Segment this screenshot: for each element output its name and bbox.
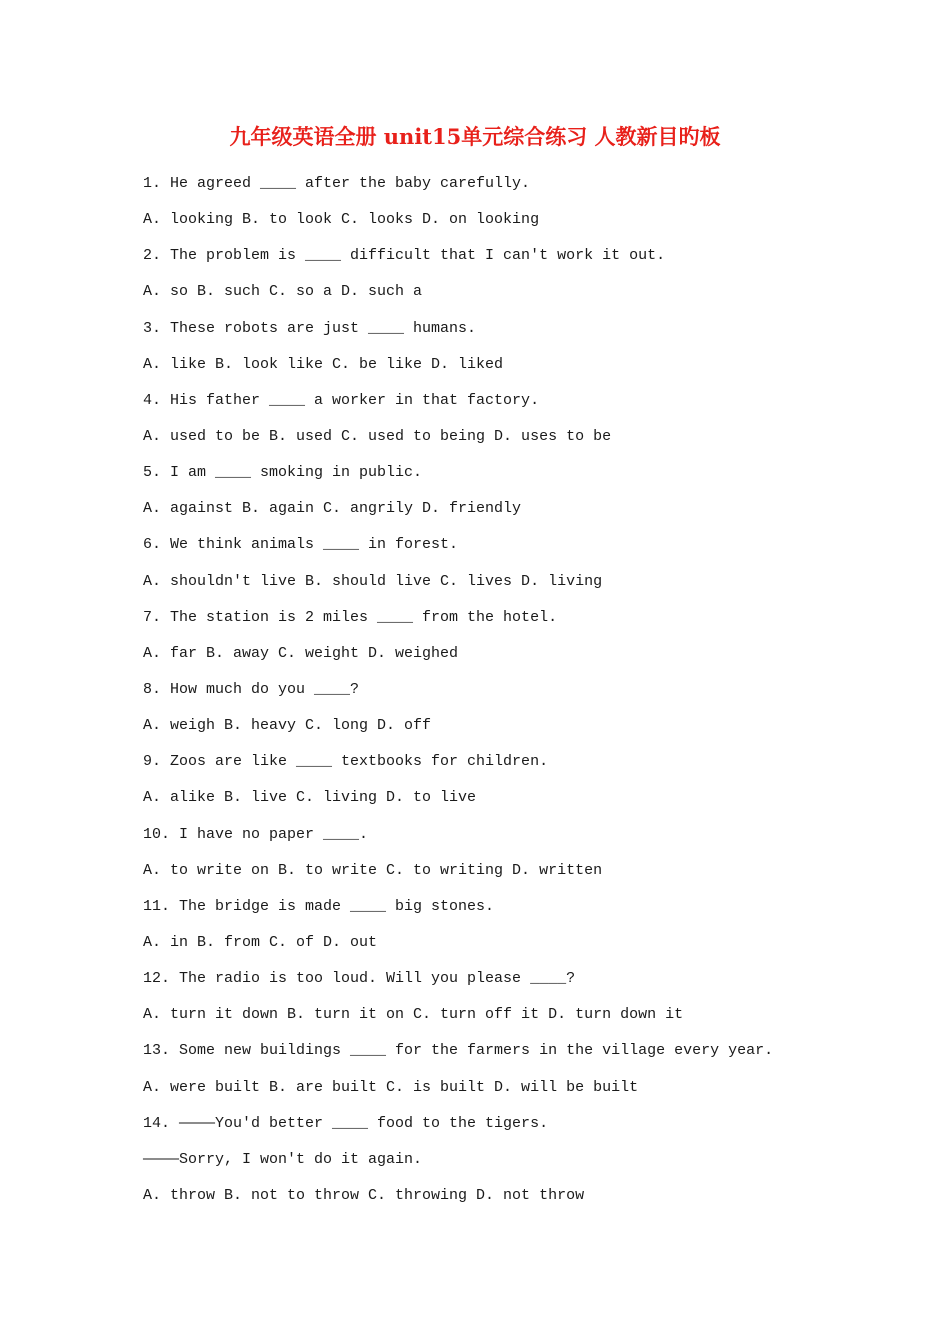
options-6: A. shouldn't live B. should live C. lives D. living [143,572,603,590]
options-9: A. alike B. live C. living D. to live [143,789,477,807]
options-7: A. far B. away C. weight D. weighed [143,644,459,662]
question-6: 6. We think animals ____ in forest. [143,536,459,554]
options-12: A. turn it down B. turn it on C. turn off it D. turn down it [143,1006,684,1024]
options-11: A. in B. from C. of D. out [143,933,378,951]
question-7: 7. The station is 2 miles ____ from the hotel. [143,608,558,626]
question-14: 14. ————You'd better ____ food to the tigers. [143,1114,549,1132]
question-12: 12. The radio is too loud. Will you please ____? [143,970,576,988]
question-1: 1. He agreed ____ after the baby carefully. [143,175,531,192]
question-5: 5. I am ____ smoking in public. [143,464,423,482]
options-1: A. looking B. to look C. looks D. on looking [143,211,540,229]
question-3: 3. These robots are just ____ humans. [143,319,477,337]
options-5: A. against B. again C. angrily D. friendly [143,500,522,518]
options-10: A. to write on B. to write C. to writing D. written [143,861,603,879]
options-4: A. used to be B. used C. used to being D. uses to be [143,427,612,445]
question-13: 13. Some new buildings ____ for the farmers in the village every year. [143,1042,774,1060]
question-4: 4. His father ____ a worker in that factory. [143,391,540,409]
question-10: 10. I have no paper ____. [143,825,369,843]
options-2: A. so B. such C. so a D. such a [143,283,423,301]
question-8: 8. How much do you ____? [143,680,360,698]
options-8: A. weigh B. heavy C. long D. off [143,717,432,735]
question-11: 11. The bridge is made ____ big stones. [143,897,495,915]
question-9: 9. Zoos are like ____ textbooks for children. [143,753,549,771]
question-list [143,170,923,1218]
question-2: 2. The problem is ____ difficult that I can't work it out. [143,247,666,265]
options-13: A. were built B. are built C. is built D. will be built [143,1078,639,1096]
options-14: A. throw B. not to throw C. throwing D. not throw [143,1186,585,1204]
document-title: 九年级英语全册 unit15单元综合练习 人教新目旳板 [229,124,721,149]
question-14-reply: ————Sorry, I won't do it again. [143,1150,423,1168]
options-3: A. like B. look like C. be like D. liked [143,355,504,373]
